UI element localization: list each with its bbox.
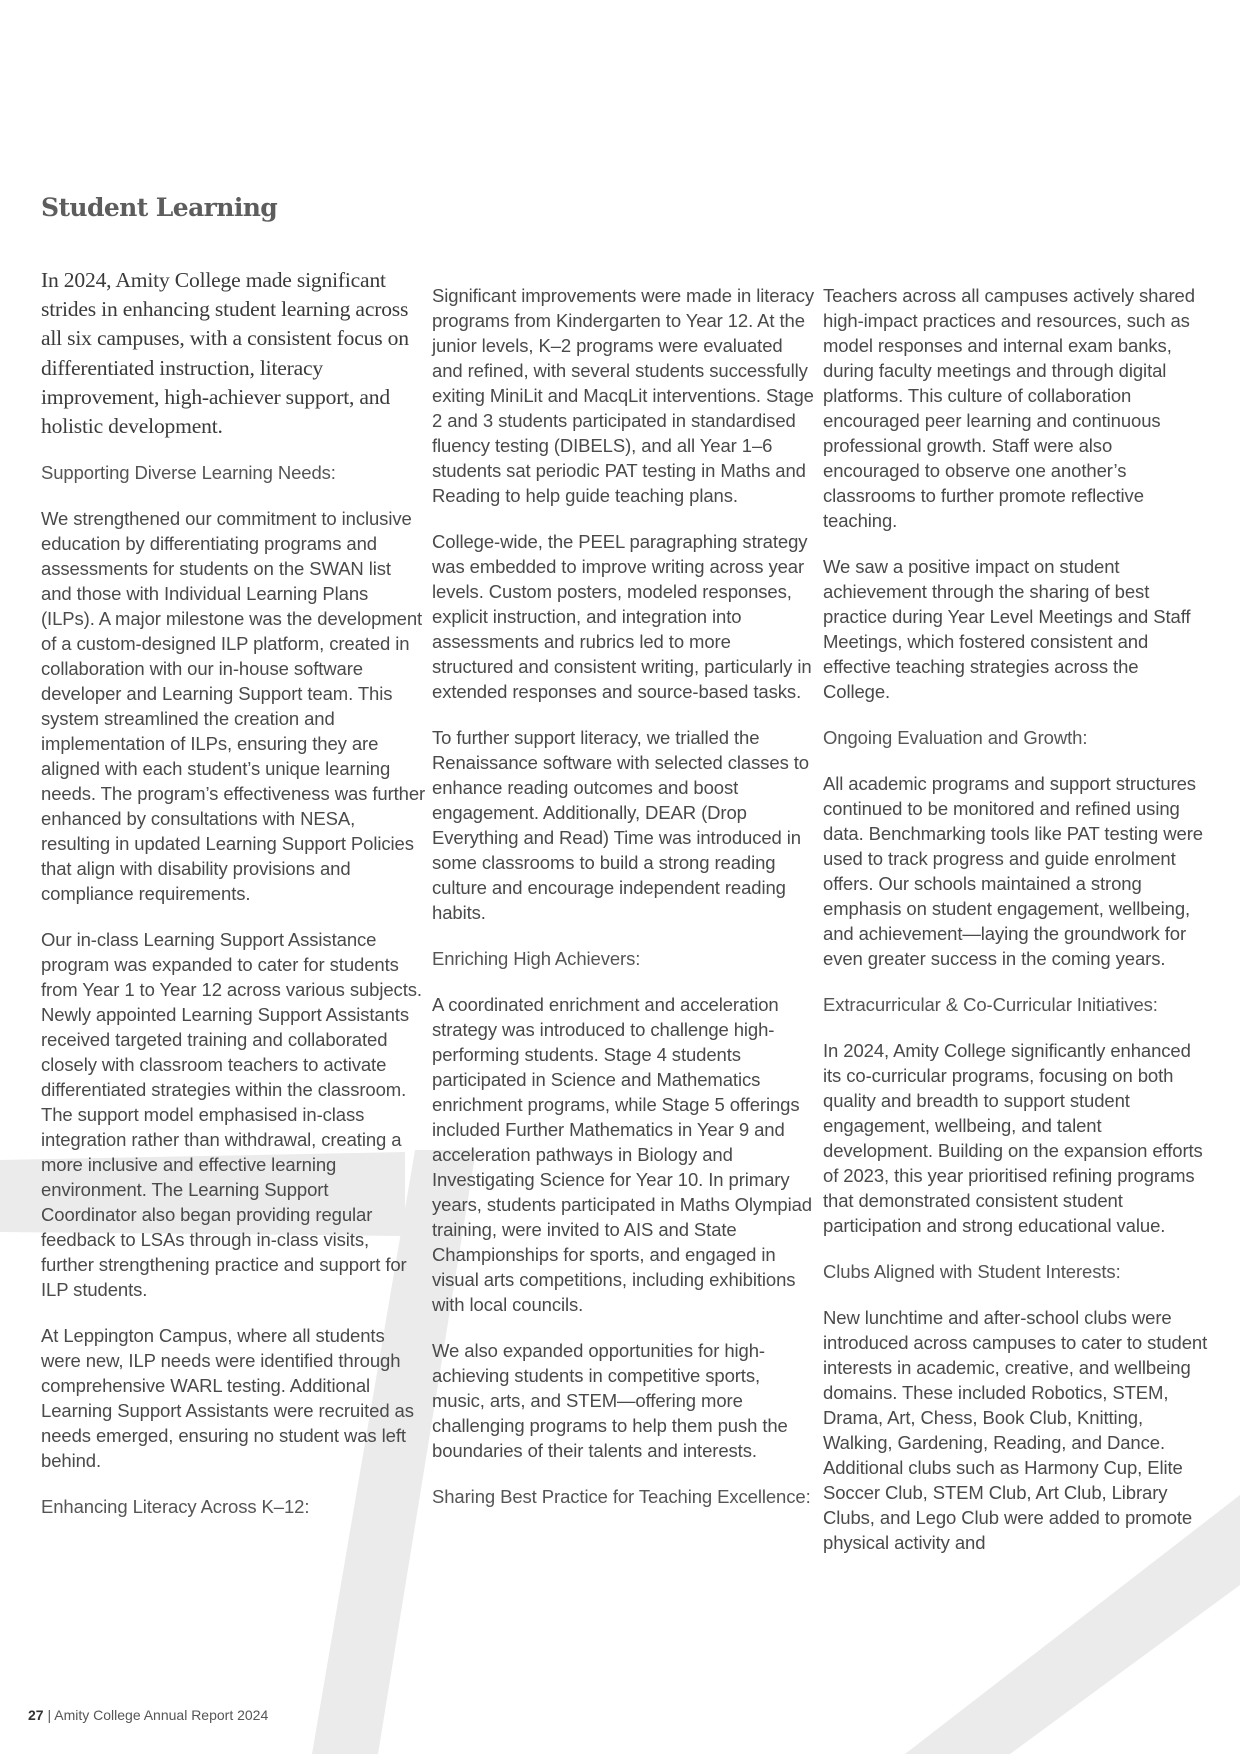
subheading-best-practice: Sharing Best Practice for Teaching Excellence: [432,1486,811,1507]
paragraph: All academic programs and support structures continued to be monitored and refined using data. Benchmarking tools like PAT testing were used to track progress and guide enrolment offers. Our schools maintained a strong emphasis on student engagement, wellbeing, and achievement—laying the groundwork for even greater success in the coming years. [823,773,1203,969]
subheading-extracurricular: Extracurricular & Co-Curricular Initiatives: [823,994,1158,1015]
column-middle [432,283,817,1530]
intro-paragraph: In 2024, Amity College made significant strides in enhancing student learning across all six campuses, with a consistent focus on differentiated instruction, literacy improvement, high-achiever support, and holistic development. [41,268,409,439]
paragraph: We also expanded opportunities for high-achieving students in competitive sports, music, arts, and STEM—offering more challenging programs to help them push the boundaries of their talents and interests. [432,1340,788,1461]
page-footer [28,1707,268,1723]
footer-report-title: Amity College Annual Report 2024 [54,1707,269,1723]
subheading-ongoing-evaluation: Ongoing Evaluation and Growth: [823,727,1088,748]
paragraph: Significant improvements were made in literacy programs from Kindergarten to Year 12. At the junior levels, K–2 programs were evaluated and refined, with several students successfully exiting MiniLit and MacqLit interventions. Stage 2 and 3 students participated in standardised fluency testing (DIBELS), and all Year 1–6 students sat periodic PAT testing in Maths and Reading to help guide teaching plans. [432,285,815,506]
subheading-high-achievers: Enriching High Achievers: [432,948,641,969]
paragraph: A coordinated enrichment and acceleration strategy was introduced to challenge high-performing students. Stage 4 students participated in Science and Mathematics enrichment programs, while Stage 5 offerings included Further Mathematics in Year 9 and acceleration pathways in Biology and Investigating Science for Year 10. In primary years, students participated in Maths Olympiad training, were invited to AIS and State Championships for sports, and engaged in visual arts competitions, including exhibitions with local councils. [432,994,812,1315]
paragraph: We saw a positive impact on student achievement through the sharing of best practice during Year Level Meetings and Staff Meetings, which fostered consistent and effective teaching strategies across the College. [823,556,1191,702]
paragraph: Teachers across all campuses actively shared high-impact practices and resources, such as model responses and internal exam banks, during faculty meetings and through digital platforms. This culture of collaboration encouraged peer learning and continuous professional growth. Staff were also encouraged to observe one another’s classrooms to further promote reflective teaching. [823,285,1195,531]
column-left [41,266,426,1540]
paragraph: New lunchtime and after-school clubs were introduced across campuses to cater to student interests in academic, creative, and wellbeing domains. These included Robotics, STEM, Drama, Art, Chess, Book Club, Knitting, Walking, Gardening, Reading, and Dance. Additional clubs such as Harmony Cup, Elite Soccer Club, STEM Club, Art Club, Library Clubs, and Lego Club were added to promote physical activity and [823,1307,1208,1553]
subheading-enhancing-literacy: Enhancing Literacy Across K–12: [41,1496,310,1518]
paragraph: College-wide, the PEEL paragraphing strategy was embedded to improve writing across year levels. Custom posters, modeled responses, explicit instruction, and integration into assessments and rubrics led to more structured and consistent writing, particularly in extended responses and source-based tasks. [432,531,812,702]
subheading-clubs: Clubs Aligned with Student Interests: [823,1261,1121,1282]
paragraph: To further support literacy, we trialled the Renaissance software with selected classes to enhance reading outcomes and boost engagement. Additionally, DEAR (Drop Everything and Read) Time was introduced in some classrooms to build a strong reading culture and encourage independent reading habits. [432,727,809,923]
subheading-diverse-learning: Supporting Diverse Learning Needs: [41,462,336,484]
footer-separator: | [47,1707,52,1723]
column-right [823,283,1208,1576]
paragraph: At Leppington Campus, where all students were new, ILP needs were identified through comprehensive WARL testing. Additional Learning Support Assistants were recruited as needs emerged, ensuring no student was left behind. [41,1325,414,1472]
page-title: Student Learning [41,193,278,222]
paragraph: In 2024, Amity College significantly enhanced its co-curricular programs, focusing on both quality and breadth to support student engagement, wellbeing, and talent development. Building on the expansion efforts of 2023, this year prioritised refining programs that demonstrated consistent student participation and strong educational value. [823,1040,1203,1236]
paragraph: Our in-class Learning Support Assistance program was expanded to cater for students from Year 1 to Year 12 across various subjects. Newly appointed Learning Support Assistants received targeted training and collaborated closely with classroom teachers to activate differentiated strategies within the classroom. The support model emphasised in-class integration rather than withdrawal, creating a more inclusive and effective learning environment. The Learning Support Coordinator also began providing regular feedback to LSAs through in-class visits, further strengthening practice and support for ILP students. [41,929,422,1301]
paragraph: We strengthened our commitment to inclusive education by differentiating programs and assessments for students on the SWAN list and those with Individual Learning Plans (ILPs). A major milestone was the development of a custom-designed ILP platform, created in collaboration with our in-house software developer and Learning Support team. This system streamlined the creation and implementation of ILPs, ensuring they are aligned with each student’s unique learning needs. The program’s effectiveness was further enhanced by consultations with NESA, resulting in updated Learning Support Policies that align with disability provisions and compliance requirements. [41,508,426,905]
page-number: 27 [28,1707,44,1723]
